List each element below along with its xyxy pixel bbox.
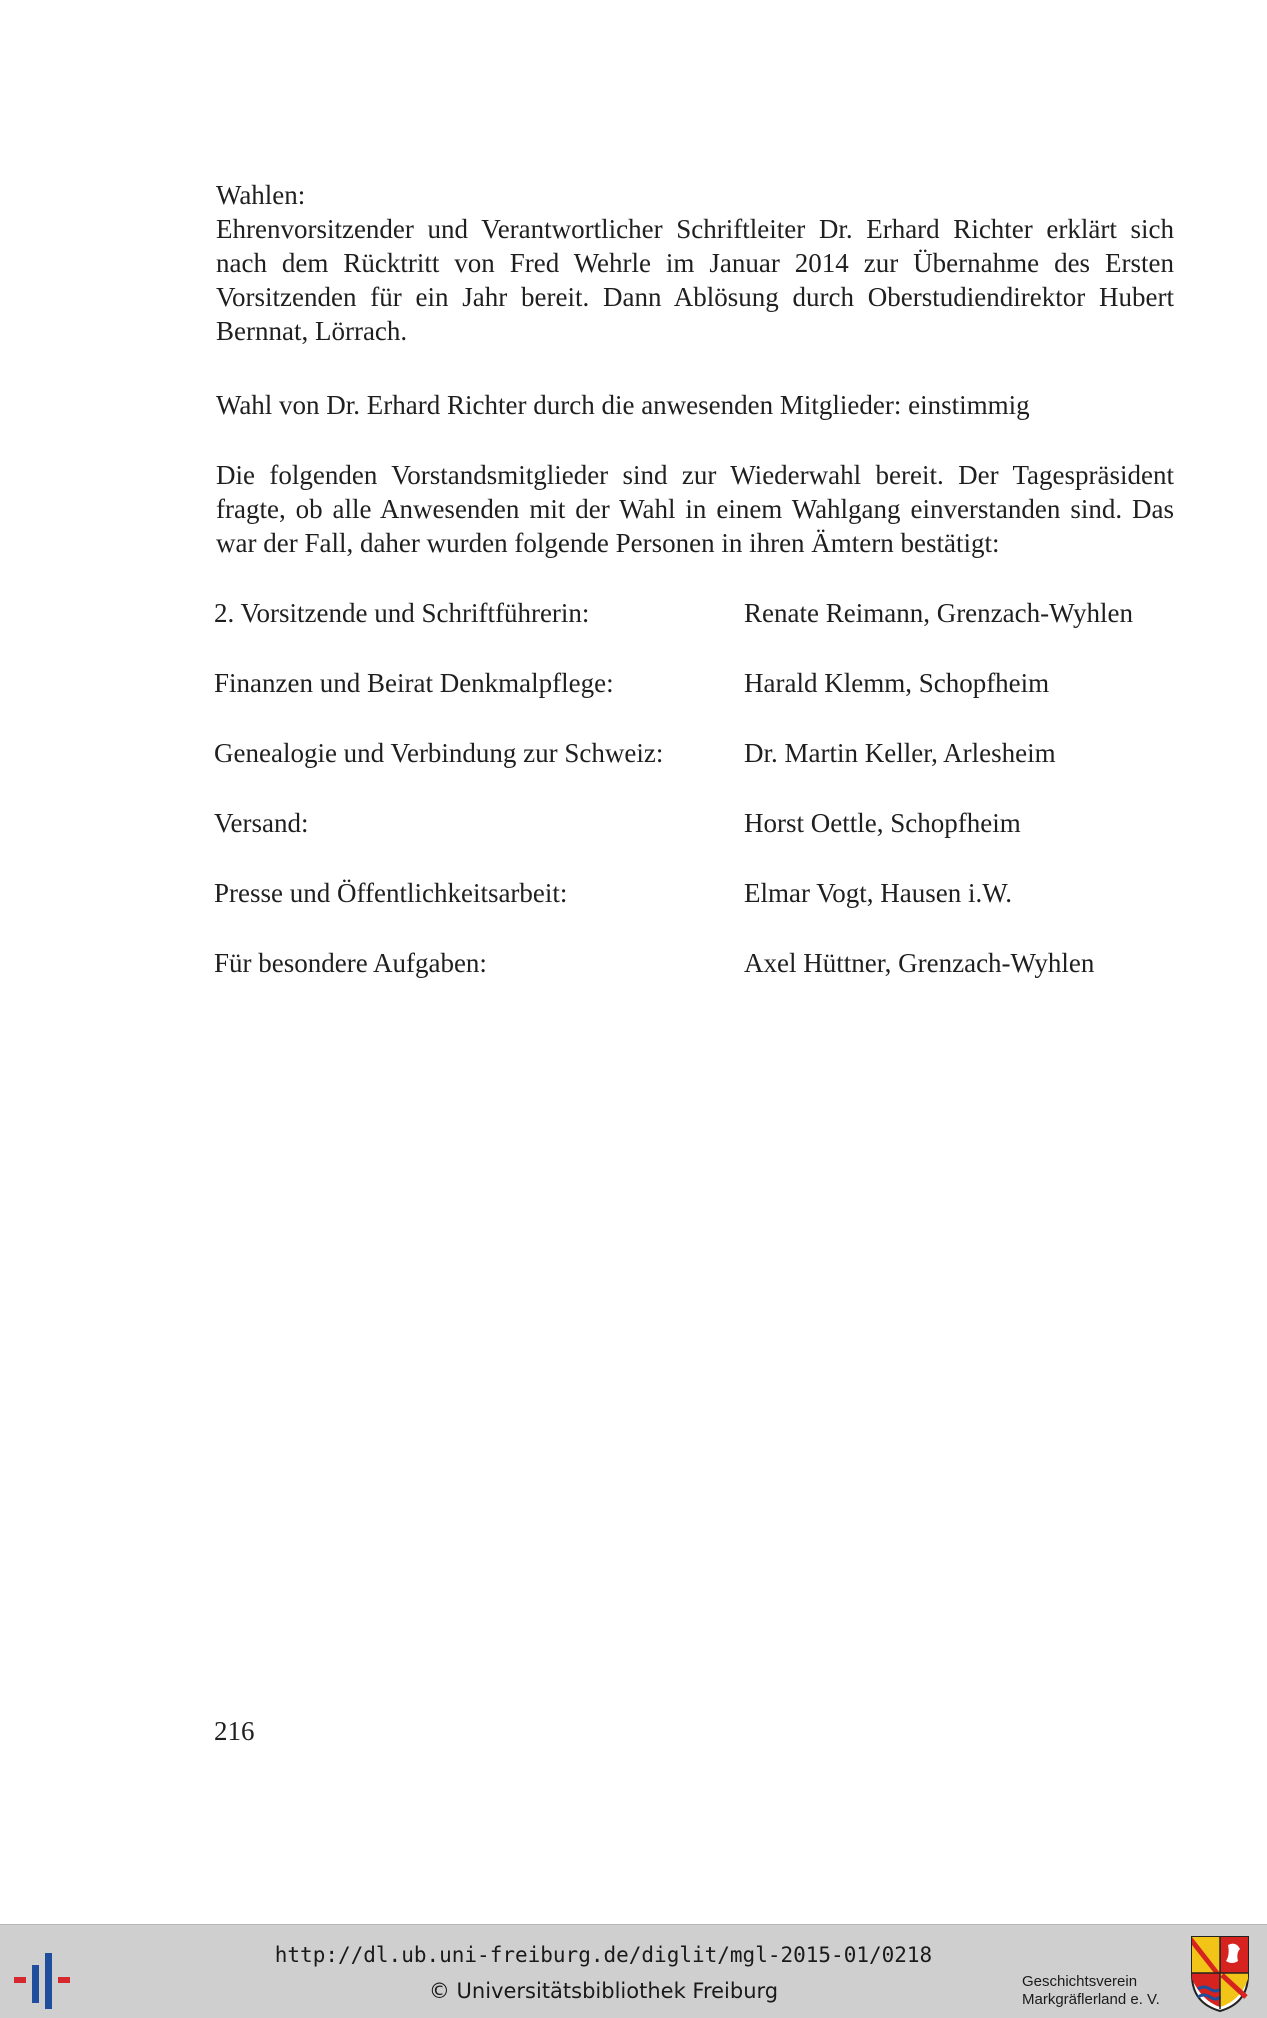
board-role: Presse und Öffentlichkeitsarbeit: — [214, 878, 568, 908]
board-person: Horst Oettle, Schopfheim — [744, 808, 1021, 838]
paragraph-resignation: Ehrenvorsitzender und Verantwortlicher Schriftleiter Dr. Erhard Richter erklärt sich nach dem Rücktritt von Fred Wehrle im Januar 2014 zur Übernahme des Ersten Vorsitzenden für ein Jahr bereit. Dann Ablösung durch Oberstudiendirektor Hubert Bernnat, Lörrach. — [216, 214, 1174, 346]
board-row — [214, 876, 1174, 946]
board-person: Axel Hüttner, Grenzach-Wyhlen — [744, 948, 1095, 978]
board-role: Genealogie und Verbindung zur Schweiz: — [214, 738, 664, 768]
board-person: Elmar Vogt, Hausen i.W. — [744, 878, 1012, 908]
board-row — [214, 806, 1174, 876]
permalink-url[interactable]: http://dl.ub.uni-freiburg.de/diglit/mgl-2015-01/0218 — [274, 1943, 933, 1967]
society-name-line: Markgräflerland e. V. — [1022, 1991, 1160, 2008]
board-row — [214, 736, 1174, 806]
paragraph-vote-result: Wahl von Dr. Erhard Richter durch die anwesenden Mitglieder: einstimmig — [216, 390, 1030, 420]
board-role: 2. Vorsitzende und Schriftführerin: — [214, 598, 590, 628]
society-name — [1022, 1973, 1192, 2009]
board-person: Dr. Martin Keller, Arlesheim — [744, 738, 1056, 768]
board-role: Für besondere Aufgaben: — [214, 948, 487, 978]
board-role: Versand: — [214, 808, 309, 838]
board-members-list — [214, 596, 1174, 1016]
board-role: Finanzen und Beirat Denkmalpflege: — [214, 668, 614, 698]
society-name-line: Geschichtsverein — [1022, 1973, 1138, 1990]
board-row — [214, 666, 1174, 736]
coat-of-arms-icon — [1190, 1935, 1250, 2013]
paragraph-reelection: Die folgenden Vorstandsmitglieder sind zur Wiederwahl bereit. Der Tagespräsident fragte, ob alle Anwesenden mit der Wahl in einem Wahlgang einverstanden sind. Das war der Fall, daher wurden folgende Personen in ihren Ämtern bestätigt: — [216, 460, 1174, 558]
board-row — [214, 596, 1174, 666]
footer-bar — [0, 1924, 1267, 2018]
copyright-notice: © Universitätsbibliothek Freiburg — [428, 1979, 779, 2003]
page-number: 216 — [214, 1716, 255, 1746]
board-row — [214, 946, 1174, 1016]
board-person: Renate Reimann, Grenzach-Wyhlen — [744, 598, 1133, 628]
board-person: Harald Klemm, Schopfheim — [744, 668, 1050, 698]
section-heading: Wahlen: — [216, 180, 306, 210]
